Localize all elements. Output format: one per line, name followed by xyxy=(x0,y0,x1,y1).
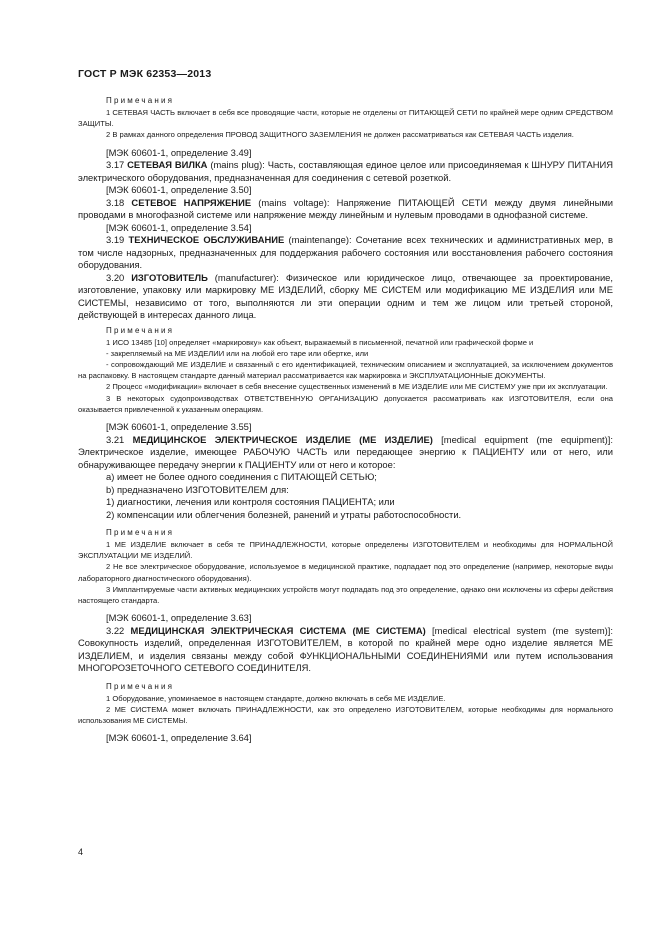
defined-term: МЕДИЦИНСКОЕ ЭЛЕКТРИЧЕСКОЕ ИЗДЕЛИЕ (МЕ ИЗДЕЛИЕ) xyxy=(132,433,433,445)
definition-paragraph xyxy=(78,272,613,322)
clause-number: 3.20 xyxy=(106,271,125,283)
note-text: 1 Оборудование, упоминаемое в настоящем стандарте, должно включать в себя МЕ ИЗДЕЛИЕ. xyxy=(106,693,446,703)
reference-citation: [МЭК 60601-1, определение 3.54] xyxy=(106,221,252,233)
note-text: 3 Имплантируемые части активных медицинских устройств могут подпадать под это определение, однако они исключены из сферы действия настоящего стандарта. xyxy=(78,584,613,606)
notes-heading: Примечания xyxy=(106,96,175,105)
definition-text: [medical electrical system (me system)]: Совокупность изделий, определенная ИЗГОТОВИТЕЛЕМ, в которой по крайней мере одно изделие является МЕ ИЗДЕЛИЕМ, и изделия связаны между собой ФУНКЦИОНАЛЬНЫМИ СОЕДИНЕНИЯМИ или путем использования МНОГОРОЗЕТОЧНОГО СЕТЕВОГО СОЕДИНИТЕЛЯ. xyxy=(78,624,613,674)
defined-term: ТЕХНИЧЕСКОЕ ОБСЛУЖИВАНИЕ xyxy=(128,234,285,246)
page-number: 4 xyxy=(78,847,84,857)
reference-citation: [МЭК 60601-1, определение 3.50] xyxy=(106,184,252,196)
notes-heading: Примечания xyxy=(106,325,175,335)
note-text: - закрепляемый на МЕ ИЗДЕЛИИ или на любой его таре или обертке, или xyxy=(106,348,369,358)
defined-term: ИЗГОТОВИТЕЛЬ xyxy=(131,271,208,283)
definition-paragraph xyxy=(78,159,613,184)
definition-paragraph xyxy=(78,234,613,272)
clause-number: 3.21 xyxy=(106,433,125,445)
clause-number: 3.17 xyxy=(106,159,125,171)
definition-paragraph xyxy=(78,197,613,222)
notes-heading: Примечания xyxy=(106,681,175,691)
note-text: - сопровождающий МЕ ИЗДЕЛИЕ и связанный с его идентификацией, техническим описанием и эксплуатацией, за исключением документов на распаковку. В настоящем стандарте данный материал рассматривается как маркировка и ЭКСПЛУАТАЦИОННЫЕ ДОКУМЕНТЫ. xyxy=(78,360,613,381)
list-item: a) имеет не более одного соединения с ПИТАЮЩЕЙ СЕТЬЮ; xyxy=(106,471,377,483)
reference-citation: [МЭК 60601-1, определение 3.55] xyxy=(106,421,252,433)
defined-term: СЕТЕВОЕ НАПРЯЖЕНИЕ xyxy=(131,196,252,208)
definition-text: [medical equipment (me equipment)]: Электрическое изделие, имеющее РАБОЧУЮ ЧАСТЬ или передающее энергию к ПАЦИЕНТУ или от него, или обнаруживающее передачу энергии к ПАЦИЕНТУ или от него и которое: xyxy=(78,433,613,470)
reference-citation: [МЭК 60601-1, определение 3.49] xyxy=(106,146,252,158)
clause-number: 3.22 xyxy=(106,624,125,636)
definition-text: (manufacturer): Физическое или юридическое лицо, отвечающее за проектирование, изготовление, упаковку или маркировку МЕ ИЗДЕЛИЙ, сборку МЕ СИСТЕМ или модификацию МЕ ИЗДЕЛИЯ или МЕ СИСТЕМЫ, независимо от того, выполняются ли эти операции одним и тем же лицом или третьей стороной, действующей в интересах данного лица. xyxy=(78,271,614,321)
document-body xyxy=(78,95,613,745)
clause-number: 3.19 xyxy=(106,234,125,246)
list-item: 2) компенсации или облегчения болезней, ранений и утраты работоспособности. xyxy=(106,508,462,520)
definition-paragraph xyxy=(78,625,613,675)
note-text: 1 МЕ ИЗДЕЛИЕ включает в себя те ПРИНАДЛЕЖНОСТИ, которые определены ИЗГОТОВИТЕЛЕМ и необходимы для НОРМАЛЬНОЙ ЭКСПЛУАТАЦИИ МЕ ИЗДЕЛИЙ. xyxy=(78,540,613,561)
clause-number: 3.18 xyxy=(106,196,125,208)
notes-heading: Примечания xyxy=(106,528,175,538)
definition-paragraph xyxy=(78,434,613,472)
note-text: 3 В некоторых судопроизводствах ОТВЕТСТВЕННУЮ ОРГАНИЗАЦИЮ допускается рассматривать как ИЗГОТОВИТЕЛЯ, если она оказывается привлеченной к указанным операциям. xyxy=(78,393,613,414)
reference-citation: [МЭК 60601-1, определение 3.64] xyxy=(106,732,252,744)
note-text: 2 Процесс «модификации» включает в себя внесение существенных изменений в МЕ ИЗДЕЛИЕ или МЕ СИСТЕМУ уже при их эксплуатации. xyxy=(106,382,608,392)
note-text: 2 МЕ СИСТЕМА может включать ПРИНАДЛЕЖНОСТИ, как это определено ИЗГОТОВИТЕЛЕМ, которые необходимы для нормального использования МЕ СИСТЕМЫ. xyxy=(78,704,613,726)
document-header: ГОСТ Р МЭК 62353—2013 xyxy=(78,68,212,80)
definition-text: (mains voltage): Напряжение ПИТАЮЩЕЙ СЕТИ между двумя линейными проводами в многофазной системе или напряжение между линейным и нулевым проводами в однофазной системе. xyxy=(78,196,613,221)
note-text: 1 ИСО 13485 [10] определяет «маркировку» как объект, выражаемый в письменной, печатной или графической форме и xyxy=(106,337,534,347)
definition-text: (mains plug): Часть, составляющая единое целое или присоединяемая к ШНУРУ ПИТАНИЯ электрического оборудования, предназначенная для соединения с сетевой розеткой. xyxy=(78,159,614,183)
defined-term: СЕТЕВАЯ ВИЛКА xyxy=(127,159,208,171)
defined-term: МЕДИЦИНСКАЯ ЭЛЕКТРИЧЕСКАЯ СИСТЕМА (МЕ СИСТЕМА) xyxy=(130,624,426,636)
list-item: 1) диагностики, лечения или контроля состояния ПАЦИЕНТА; или xyxy=(106,496,395,508)
note-text: 2 В рамках данного определения ПРОВОД ЗАЩИТНОГО ЗАЗЕМЛЕНИЯ не должен рассматриваться как СЕТЕВАЯ ЧАСТЬ изделия. xyxy=(106,130,574,140)
reference-citation: [МЭК 60601-1, определение 3.63] xyxy=(106,612,252,624)
note-text: 2 Не все электрическое оборудование, используемое в медицинской практике, подпадает под это определение (например, некоторые виды лабораторного диагностического оборудования). xyxy=(78,562,613,583)
definition-text: (maintenange): Сочетание всех технических и административных мер, в том числе надзорных, предназначенных для поддержания рабочего состояния или восстановления рабочего состояния оборудования. xyxy=(78,234,614,271)
note-text: 1 СЕТЕВАЯ ЧАСТЬ включает в себя все проводящие части, которые не отделены от ПИТАЮЩЕЙ СЕТИ по крайней мере одним СРЕДСТВОМ ЗАЩИТЫ. xyxy=(78,108,613,129)
list-item: b) предназначено ИЗГОТОВИТЕЛЕМ для: xyxy=(106,483,289,495)
